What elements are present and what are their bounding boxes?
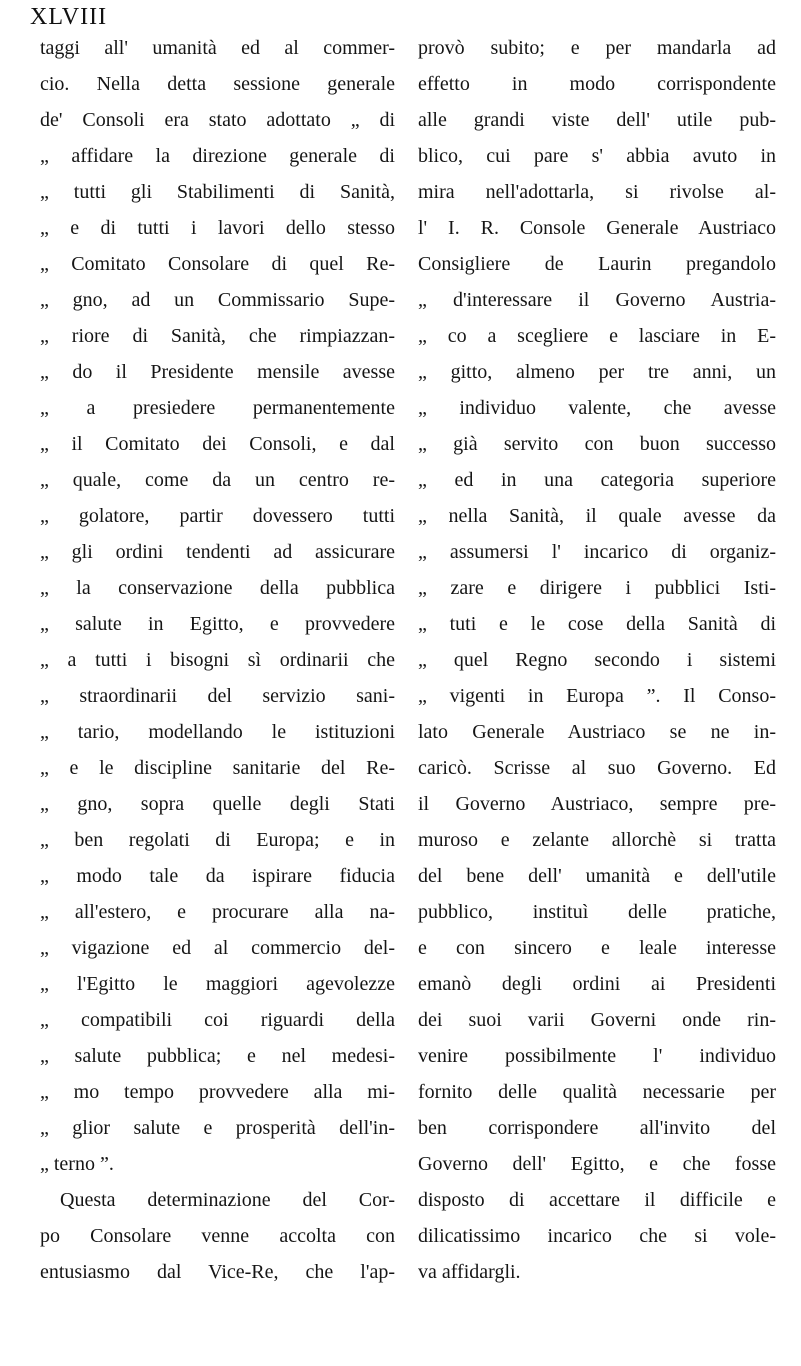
text-line: „ mo tempo provvedere alla mi- (40, 1081, 395, 1103)
text-line: entusiasmo dal Vice-Re, che l'ap- (40, 1261, 395, 1283)
text-line: „ già servito con buon successo (418, 433, 776, 455)
text-line: emanò degli ordini ai Presidenti (418, 973, 776, 995)
text-line: „ l'Egitto le maggiori agevolezze (40, 973, 395, 995)
text-line: „ e le discipline sanitarie del Re- (40, 757, 395, 779)
text-line: disposto di accettare il difficile e (418, 1189, 776, 1211)
text-line: Governo dell' Egitto, e che fosse (418, 1153, 776, 1175)
text-line: „ zare e dirigere i pubblici Isti- (418, 577, 776, 599)
text-line: mira nell'adottarla, si rivolse al- (418, 181, 776, 203)
text-line: „ gli ordini tendenti ad assicurare (40, 541, 395, 563)
text-line: taggi all' umanità ed al commer- (40, 37, 395, 59)
right-column (418, 30, 776, 1290)
text-line: del bene dell' umanità e dell'utile (418, 865, 776, 887)
text-line: „ e di tutti i lavori dello stesso (40, 217, 395, 239)
text-line: pubblico, instituì delle pratiche, (418, 901, 776, 923)
text-line: „ ed in una categoria superiore (418, 469, 776, 491)
text-line: effetto in modo corrispondente (418, 73, 776, 95)
text-line: „ glior salute e prosperità dell'in- (40, 1117, 395, 1139)
text-line: po Consolare venne accolta con (40, 1225, 395, 1247)
text-line: „ salute pubblica; e nel medesi- (40, 1045, 395, 1067)
text-line: „ individuo valente, che avesse (418, 397, 776, 419)
text-line: cio. Nella detta sessione generale (40, 73, 395, 95)
text-line: „ tario, modellando le istituzioni (40, 721, 395, 743)
text-line: de' Consoli era stato adottato „ di (40, 109, 395, 131)
text-line: „ tutti gli Stabilimenti di Sanità, (40, 181, 395, 203)
text-line: muroso e zelante allorchè si tratta (418, 829, 776, 851)
text-line: Consigliere de Laurin pregandolo (418, 253, 776, 275)
text-line: „ ben regolati di Europa; e in (40, 829, 395, 851)
text-line: „ la conservazione della pubblica (40, 577, 395, 599)
text-line: „ salute in Egitto, e provvedere (40, 613, 395, 635)
left-column (40, 30, 395, 1290)
text-line: „ vigenti in Europa ”. Il Conso- (418, 685, 776, 707)
text-line: ben corrispondere all'invito del (418, 1117, 776, 1139)
text-line: „ gno, sopra quelle degli Stati (40, 793, 395, 815)
text-line: Questa determinazione del Cor- (60, 1189, 395, 1211)
text-line: „ modo tale da ispirare fiducia (40, 865, 395, 887)
text-line: „ a presiedere permanentemente (40, 397, 395, 419)
text-line: „ affidare la direzione generale di (40, 145, 395, 167)
text-line: „ il Comitato dei Consoli, e dal (40, 433, 395, 455)
text-line: dei suoi varii Governi onde rin- (418, 1009, 776, 1031)
text-line: „ terno ”. (40, 1153, 114, 1175)
text-line: provò subito; e per mandarla ad (418, 37, 776, 59)
text-line: „ nella Sanità, il quale avesse da (418, 505, 776, 527)
text-line: „ co a scegliere e lasciare in E- (418, 325, 776, 347)
text-line: venire possibilmente l' individuo (418, 1045, 776, 1067)
text-line: „ gno, ad un Commissario Supe- (40, 289, 395, 311)
text-line: blico, cui pare s' abbia avuto in (418, 145, 776, 167)
text-line: „ gitto, almeno per tre anni, un (418, 361, 776, 383)
text-line: „ all'estero, e procurare alla na- (40, 901, 395, 923)
text-line: „ vigazione ed al commercio del- (40, 937, 395, 959)
text-line: alle grandi viste dell' utile pub- (418, 109, 776, 131)
text-line: dilicatissimo incarico che si vole- (418, 1225, 776, 1247)
text-line: caricò. Scrisse al suo Governo. Ed (418, 757, 776, 779)
text-line: il Governo Austriaco, sempre pre- (418, 793, 776, 815)
text-line: „ assumersi l' incarico di organiz- (418, 541, 776, 563)
text-line: „ tuti e le cose della Sanità di (418, 613, 776, 635)
text-line: „ golatore, partir dovessero tutti (40, 505, 395, 527)
text-line: fornito delle qualità necessarie per (418, 1081, 776, 1103)
text-line: l' I. R. Console Generale Austriaco (418, 217, 776, 239)
text-line: va affidargli. (418, 1261, 521, 1283)
text-line: „ do il Presidente mensile avesse (40, 361, 395, 383)
text-line: „ quel Regno secondo i sistemi (418, 649, 776, 671)
text-line: „ riore di Sanità, che rimpiazzan- (40, 325, 395, 347)
page-number: XLVIII (30, 4, 108, 30)
text-line: „ compatibili coi riguardi della (40, 1009, 395, 1031)
text-line: lato Generale Austriaco se ne in- (418, 721, 776, 743)
text-line: „ a tutti i bisogni sì ordinarii che (40, 649, 395, 671)
text-line: e con sincero e leale interesse (418, 937, 776, 959)
text-line: „ straordinarii del servizio sani- (40, 685, 395, 707)
text-line: „ Comitato Consolare di quel Re- (40, 253, 395, 275)
text-line: „ quale, come da un centro re- (40, 469, 395, 491)
text-line: „ d'interessare il Governo Austria- (418, 289, 776, 311)
